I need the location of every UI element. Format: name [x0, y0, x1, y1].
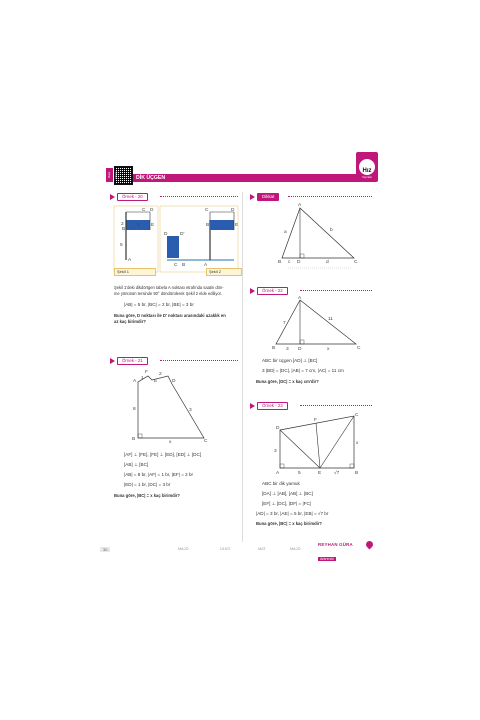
label-D: D	[297, 260, 301, 265]
label-B: B	[278, 260, 282, 265]
footer-mark-1: MAJÖ	[178, 547, 189, 551]
label-x: x	[327, 347, 330, 352]
right-angle-mark	[300, 340, 304, 344]
label-A: A	[298, 296, 302, 301]
sekil1-frame	[114, 206, 158, 272]
ornek-22-line-1: ABC bir üçgen [AD] ⊥ [BC]	[262, 358, 318, 363]
sekil2-sign-left	[167, 236, 179, 258]
label-D: D	[172, 379, 176, 384]
separator	[160, 196, 238, 197]
label-A: A	[133, 379, 137, 384]
video-cozum-label: Video Çözüm	[106, 168, 113, 182]
label-C: C	[355, 413, 359, 418]
brand-logo-text: Hız	[362, 168, 372, 174]
label-B3: B	[206, 223, 210, 228]
label-F: F	[314, 418, 317, 423]
label-E: E	[151, 223, 155, 228]
ornek-23-EF	[316, 423, 320, 468]
ornek-23-DE	[280, 430, 320, 468]
separator	[288, 196, 372, 197]
right-angle-mark	[300, 254, 304, 258]
header-bar	[133, 174, 370, 182]
ornek-23-line-1: ABC bir dik yamuk	[262, 481, 300, 486]
footer-brand-line1: REYHAN GÜRA	[318, 542, 353, 547]
label-E: E	[318, 471, 322, 476]
play-icon	[250, 194, 255, 200]
ornek-21-tag: Örnek - 21	[110, 357, 148, 365]
label-seven: 7	[283, 321, 286, 326]
label-C3: C	[205, 208, 209, 213]
dikkat-triangle	[282, 208, 354, 258]
ornek-23-figure	[268, 410, 368, 476]
label-Dp: D'	[180, 232, 185, 237]
sekil2-caption: Şekil 2	[206, 268, 242, 276]
footer-mark-4: MAJÖ	[290, 547, 301, 551]
label-A2: A	[204, 263, 208, 268]
footer-brand-line2: Antrenör	[320, 557, 334, 561]
label-two: 2	[159, 372, 162, 377]
brand-sub: Yayınları	[361, 176, 373, 179]
label-D: D	[276, 426, 280, 431]
separator	[160, 360, 238, 361]
label-D: D	[150, 208, 154, 213]
ornek-20-text-1: Şekil 1'deki dikdörtgen tabela A noktası etrafında saatin dön-	[114, 285, 224, 290]
dikkat-tag: Dikkat	[250, 193, 279, 201]
label-a: a	[284, 230, 287, 235]
ornek-21-figure	[132, 366, 212, 446]
label-x: x	[356, 441, 359, 446]
ornek-22-tag: Örnek - 22	[250, 287, 288, 295]
ornek-20-question-2: az kaç birimdir?	[114, 319, 146, 324]
label-C2: C	[174, 263, 178, 268]
label-D: D	[298, 347, 302, 352]
label-A: A	[276, 471, 280, 476]
label-b: b	[330, 228, 333, 233]
label-C: C	[142, 208, 146, 213]
ornek-22-triangle	[276, 300, 356, 344]
play-icon	[110, 194, 115, 200]
label-B: B	[132, 437, 136, 442]
dikkat-figure	[272, 200, 364, 270]
label-eleven: 11	[328, 317, 333, 322]
ornek-23-trapezoid	[280, 416, 354, 468]
ornek-20-given: |AB| = 5 br, |BC| = 2 br, |BE| = 3 br	[124, 302, 194, 307]
ornek-23-tag: Örnek - 23	[250, 402, 288, 410]
label-A: A	[128, 258, 132, 263]
separator	[300, 290, 372, 291]
label-C: C	[354, 260, 358, 265]
label-B: B	[272, 346, 276, 351]
ornek-21-line-4: |ED| = 1 br, |DC| = 3 br	[124, 482, 171, 487]
play-icon	[250, 288, 255, 294]
play-icon	[250, 403, 255, 409]
ornek-23-question: Buna göre, |BC| = x kaç birimdir?	[256, 521, 322, 526]
ornek-23-line-4: |AD| = 3 br, |AE| = 5 br, |EB| = √7 br	[256, 511, 329, 516]
label-x: x	[169, 440, 172, 445]
sekil2-sign-right	[210, 220, 234, 230]
page-number: 30	[100, 547, 110, 552]
ornek-20-text-2: me yönünün tersinde 90° döndürülerek Şekil 2 elde ediliyor.	[114, 291, 222, 296]
label-E: E	[154, 379, 158, 384]
label-D2: D	[164, 232, 168, 237]
label-three: 3	[137, 223, 140, 228]
page-title: DİK ÜÇGEN	[136, 175, 166, 181]
right-angle-mark-B	[350, 464, 354, 468]
label-eight: 8	[133, 407, 136, 412]
label-B2: B	[182, 263, 186, 268]
ornek-20-figure	[112, 204, 240, 276]
ornek-23-line-2: [DA] ⊥ [AB], [AB] ⊥ [BC]	[262, 491, 313, 496]
label-sq7: √7	[334, 471, 340, 476]
label-C: C	[204, 439, 208, 444]
column-divider	[242, 192, 243, 542]
label-c: c	[288, 260, 291, 265]
label-five: 5	[120, 243, 123, 248]
ornek-21-question: Buna göre, |BC| = x kaç birimdir?	[114, 493, 180, 498]
label-A: A	[298, 203, 302, 208]
ornek-20-question-1: Buna göre, D noktası ile D' noktası arasındaki uzaklık en	[114, 313, 226, 318]
ornek-22-question: Buna göre, |DC| = x kaç cm'dir?	[256, 379, 319, 384]
label-five: 5	[298, 471, 301, 476]
play-icon	[110, 358, 115, 364]
label-D3: D	[231, 208, 235, 213]
brand-logo	[356, 152, 378, 182]
ornek-22-figure	[270, 294, 364, 352]
footer-mark-3: MAT	[258, 547, 266, 551]
label-three: 3	[274, 449, 277, 454]
ornek-23-EC	[320, 416, 354, 468]
label-d: d	[326, 260, 329, 265]
ornek-23-line-3: [EF] ⊥ [DC], |DF| = |FC|	[262, 501, 311, 506]
label-E3: E	[235, 223, 239, 228]
label-B: B	[355, 471, 359, 476]
label-C: C	[357, 346, 361, 351]
ornek-21-line-1: [AF] ⊥ [FE], [FE] ⊥ [ED], [ED] ⊥ [DC]	[124, 452, 202, 457]
label-one: 1	[141, 376, 144, 381]
ornek-21-line-3: |AB| = 8 br, |AF| = 1 br, |EF| = 2 br	[124, 472, 194, 477]
label-three: 3	[189, 408, 192, 413]
sekil1-caption: Şekil 1	[114, 268, 156, 276]
label-B: B	[122, 227, 126, 232]
separator	[300, 405, 372, 406]
right-angle-mark	[138, 434, 142, 438]
label-F: F	[145, 370, 148, 375]
ornek-22-line-2: 3 |BD| = |DC|, |AB| = 7 cm, |AC| = 11 cm	[262, 368, 344, 373]
label-three: 3	[286, 347, 289, 352]
label-two: 2	[121, 222, 124, 227]
ornek-21-polygon	[138, 376, 204, 438]
right-angle-mark-A	[280, 464, 284, 468]
ornek-20-tag: Örnek - 20	[110, 193, 148, 201]
footer-mark-2: ÜLKÖ	[220, 547, 231, 551]
ornek-21-line-2: [AB] ⊥ [BC]	[124, 462, 149, 467]
